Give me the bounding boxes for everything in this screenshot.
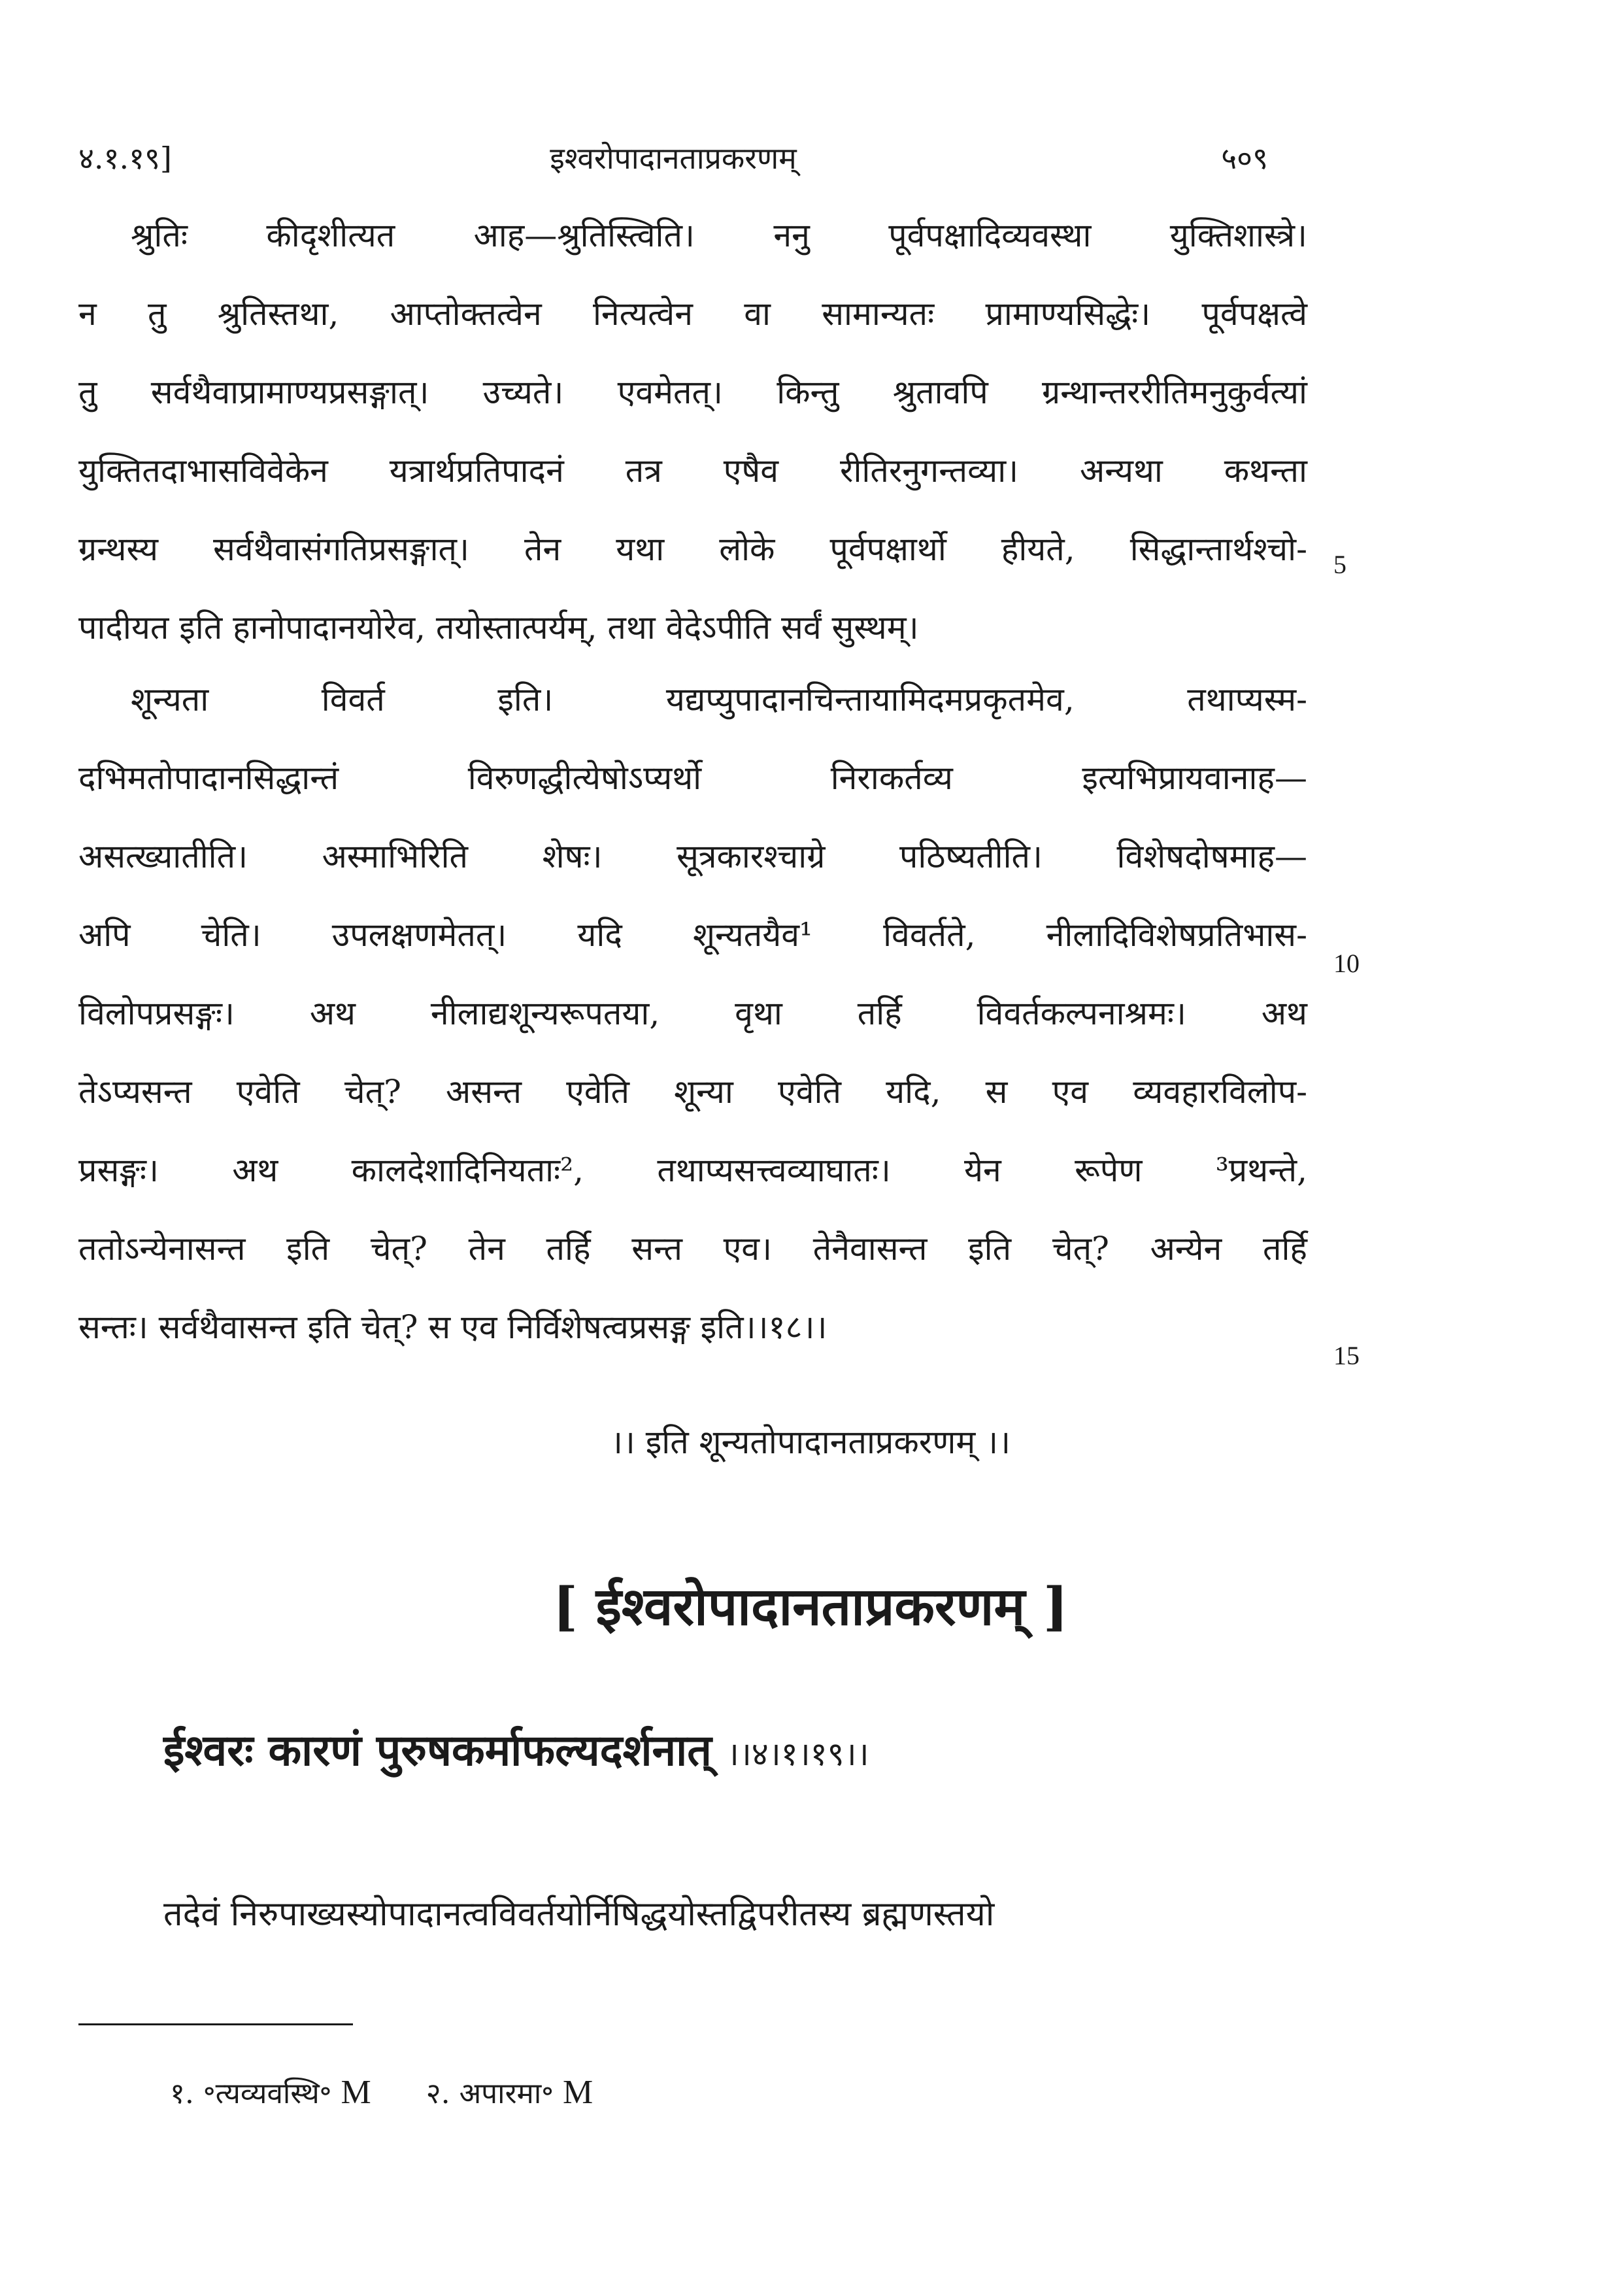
text-line: विलोपप्रसङ्गः। अथ नीलाद्यशून्यरूपतया, वृथा तर्हि विवर्तकल्पनाश्रमः। अथ <box>78 994 1307 1032</box>
line-number-15: 15 <box>1333 1341 1360 1370</box>
paragraph-2 <box>78 660 1307 1366</box>
paragraph-1 <box>78 196 1307 667</box>
sutra-verse <box>163 1719 869 1778</box>
footnote-text: ॰त्यव्यवस्थि॰ <box>203 2077 332 2110</box>
section-heading: [ ईश्वरोपादानताप्रकरणम् ] <box>552 1576 1069 1637</box>
page-number: ५०९ <box>1221 141 1268 176</box>
line-number-10: 10 <box>1333 949 1360 978</box>
text-line: अपि चेति। उपलक्षणमेतत्। यदि शून्यतयैव¹ विवर्तते, नीलादिविशेषप्रतिभास- <box>78 916 1307 954</box>
text-line: पादीयत इति हानोपादानयोरेव, तयोस्तात्पर्यम्, तथा वेदेऽपीति सर्वं सुस्थम्। <box>78 609 919 647</box>
text-line: सन्तः। सर्वथैवासन्त इति चेत्? स एव निर्विशेषत्वप्रसङ्ग इति।।१८।। <box>78 1308 827 1346</box>
text-line: तेऽप्यसन्त एवेति चेत्? असन्त एवेति शून्या एवेति यदि, स एव व्यवहारविलोप- <box>78 1073 1307 1111</box>
footnote-rule <box>78 2023 353 2025</box>
text-line: युक्तितदाभासविवेकेन यत्रार्थप्रतिपादनं तत्र एषैव रीतिरनुगन्तव्या। अन्यथा कथन्ता <box>78 452 1307 490</box>
text-line: श्रुतिः कीदृशीत्यत आह—श्रुतिस्त्विति। ननु पूर्वपक्षादिव्यवस्था युक्तिशास्त्रे। <box>131 216 1307 254</box>
section-reference: ४.१.१९] <box>78 141 172 176</box>
text-line: तु सर्वथैवाप्रामाण्यप्रसङ्गात्। उच्यते। एवमेतत्। किन्तु श्रुतावपि ग्रन्थान्तररीतिमनुकुर्वत्यां <box>78 373 1307 411</box>
chapter-colophon: ।। इति शून्यतोपादानताप्रकरणम् ।। <box>610 1423 1011 1461</box>
text-line: प्रसङ्गः। अथ कालदेशादिनियताः², तथाप्यसत्त्वव्याघातः। येन रूपेण ³प्रथन्ते, <box>78 1151 1307 1189</box>
footnote-siglum: M <box>563 2074 593 2111</box>
commentary-start: तदेवं निरुपाख्यस्योपादानत्वविवर्तयोर्निषिद्धयोस्तद्विपरीतस्य ब्रह्मणस्तयो <box>163 1895 995 1934</box>
text-line: शून्यता विवर्त इति। यद्यप्युपादानचिन्तायामिदमप्रकृतमेव, तथाप्यस्म- <box>131 681 1307 718</box>
sutra-text: ईश्वरः कारणं पुरुषकर्माफल्यदर्शनात् <box>163 1725 712 1776</box>
footnote-text: अपारमा॰ <box>459 2077 554 2110</box>
footnote-1 <box>170 2074 380 2111</box>
footnote-marker: २. <box>426 2077 450 2110</box>
text-line: दभिमतोपादानसिद्धान्तं विरुणद्धीत्येषोऽप्यर्थो निराकर्तव्य इत्यभिप्रायवानाह— <box>78 759 1307 797</box>
text-line: असत्ख्यातीति। अस्माभिरिति शेषः। सूत्रकारश्चाग्रे पठिष्यतीति। विशेषदोषमाह— <box>78 837 1307 875</box>
sutra-number: ।।४।१।१९।। <box>726 1735 869 1773</box>
footnotes <box>170 2072 639 2112</box>
text-line: ग्रन्थस्य सर्वथैवासंगतिप्रसङ्गात्। तेन यथा लोके पूर्वपक्षार्थो हीयते, सिद्धान्तार्थश्चो- <box>78 530 1307 568</box>
text-line: ततोऽन्येनासन्त इति चेत्? तेन तर्हि सन्त एव। तेनैवासन्त इति चेत्? अन्येन तर्हि <box>78 1230 1307 1268</box>
text-line: न तु श्रुतिस्तथा, आप्तोक्तत्वेन नित्यत्वेन वा सामान्यतः प्रामाण्यसिद्धेः। पूर्वपक्षत्वे <box>78 295 1307 333</box>
footnote-siglum: M <box>341 2074 371 2111</box>
footnote-marker: १. <box>170 2077 194 2110</box>
line-number-5: 5 <box>1333 550 1346 579</box>
footnote-2 <box>426 2074 593 2111</box>
running-title: इश्वरोपादानताप्रकरणम् <box>550 141 797 176</box>
running-header <box>78 131 1268 183</box>
